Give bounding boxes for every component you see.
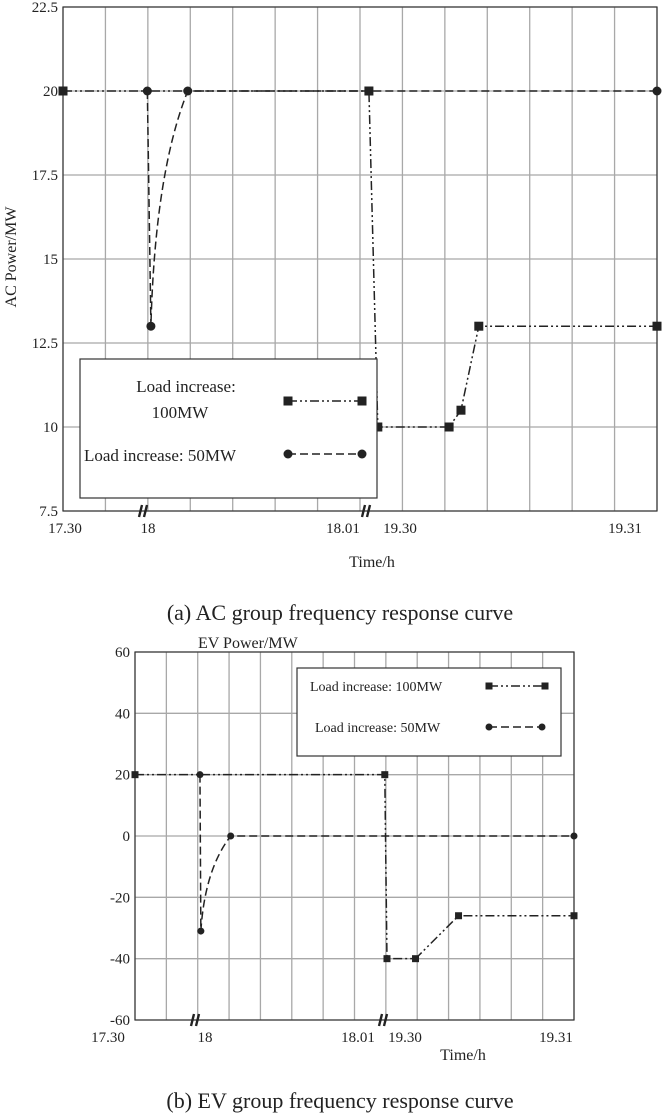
data-point — [455, 912, 462, 919]
x-tick-label: 19.30 — [388, 1030, 422, 1046]
y-tick-label: 17.5 — [31, 168, 58, 184]
legend-marker — [542, 683, 549, 690]
axis-break-stroke — [362, 505, 365, 517]
data-point — [571, 912, 578, 919]
caption-ac-chart: (a) AC group frequency response curve — [166, 600, 514, 625]
legend-marker — [486, 724, 493, 731]
data-point — [445, 423, 454, 432]
x-axis-label: Time/h — [349, 554, 395, 571]
data-point — [132, 771, 139, 778]
x-tick-label: 17.30 — [91, 1030, 125, 1046]
chart-ac-group — [3, 0, 662, 571]
legend-marker — [358, 397, 367, 406]
series-50mw — [196, 771, 577, 934]
x-tick-label: 18.01 — [341, 1030, 375, 1046]
axis-break-stroke — [196, 1014, 199, 1026]
axis-break-stroke — [379, 1014, 382, 1026]
y-tick-label: 60 — [115, 645, 130, 661]
y-tick-label: 40 — [115, 706, 130, 723]
data-point — [197, 928, 204, 935]
y-tick-label: 22.5 — [31, 0, 58, 16]
data-point — [146, 322, 155, 331]
y-tick-label: 12.5 — [31, 336, 58, 352]
legend-label: Load increase: 50MW — [84, 446, 236, 465]
data-point — [571, 833, 578, 840]
x-tick-label: 19.30 — [383, 521, 417, 537]
caption-ev-chart: (b) EV group frequency response curve — [166, 1088, 514, 1113]
legend — [297, 668, 561, 756]
data-point — [143, 87, 152, 96]
axis-break-stroke — [144, 505, 147, 517]
x-tick-label: 18 — [197, 1030, 213, 1046]
x-tick-label: 18.01 — [326, 521, 360, 537]
data-point — [474, 322, 483, 331]
legend-marker — [284, 397, 293, 406]
legend-marker — [284, 450, 293, 459]
axis-break-stroke — [139, 505, 142, 517]
y-tick-label: 15 — [43, 252, 58, 268]
x-tick-label: 19.31 — [608, 521, 642, 537]
legend-label: 100MW — [151, 403, 209, 422]
y-tick-label: -40 — [110, 951, 130, 968]
data-point — [183, 87, 192, 96]
chart-ev-group — [91, 635, 577, 1064]
data-point — [381, 771, 388, 778]
axis-break-stroke — [367, 505, 370, 517]
axis-break-stroke — [384, 1014, 387, 1026]
y-tick-label: -20 — [110, 890, 130, 907]
legend-marker — [539, 724, 546, 731]
y-axis-label: AC Power/MW — [3, 206, 20, 308]
legend — [80, 359, 377, 498]
legend-label: Load increase: 100MW — [310, 680, 443, 695]
y-axis-label: EV Power/MW — [198, 635, 298, 652]
data-point — [383, 955, 390, 962]
y-tick-label: 7.5 — [39, 504, 58, 520]
x-axis-label: Time/h — [440, 1047, 486, 1064]
legend-label: Load increase: — [136, 377, 236, 396]
x-tick-label: 18 — [140, 521, 156, 537]
data-point — [456, 406, 465, 415]
legend-marker — [358, 450, 367, 459]
legend-label: Load increase: 50MW — [315, 721, 441, 736]
data-point — [412, 955, 419, 962]
y-tick-label: -60 — [110, 1013, 130, 1029]
y-tick-label: 20 — [43, 84, 58, 100]
data-point — [196, 771, 203, 778]
x-tick-label: 19.31 — [539, 1030, 573, 1046]
data-point — [59, 87, 68, 96]
legend-marker — [486, 683, 493, 690]
data-point — [653, 322, 662, 331]
axis-break-stroke — [191, 1014, 194, 1026]
y-tick-label: 20 — [115, 767, 130, 784]
x-tick-label: 17.30 — [48, 521, 82, 537]
data-point — [227, 833, 234, 840]
data-point — [653, 87, 662, 96]
y-tick-label: 10 — [43, 420, 58, 436]
y-tick-label: 0 — [122, 829, 130, 845]
